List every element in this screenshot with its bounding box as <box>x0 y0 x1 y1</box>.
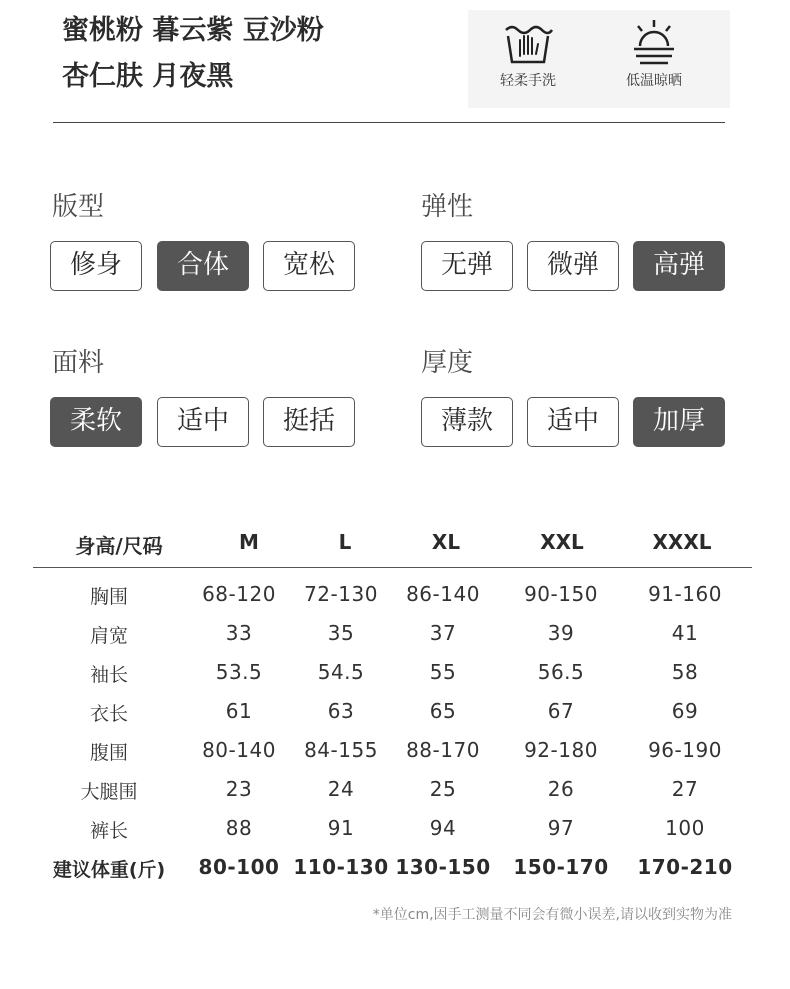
table-cell: 26 <box>547 777 575 801</box>
table-row-label: 肩宽 <box>89 625 128 647</box>
table-cell: 88-170 <box>406 738 480 762</box>
table-cell: 61 <box>225 699 253 723</box>
table-cell: 80-140 <box>202 738 276 762</box>
section-title-fabric: 面料 <box>52 348 105 378</box>
table-header-xl: XL <box>431 530 461 554</box>
option-thickness-thick: 加厚 <box>633 397 725 447</box>
table-cell: 91-160 <box>648 582 722 606</box>
color-options <box>62 8 324 100</box>
table-row-label: 腹围 <box>89 742 128 764</box>
table-cell: 97 <box>547 816 575 840</box>
option-elasticity-none: 无弹 <box>421 241 513 291</box>
table-cell: 80-100 <box>198 855 280 879</box>
care-instructions <box>468 10 730 108</box>
section-title-thickness: 厚度 <box>421 348 474 378</box>
table-cell: 54.5 <box>317 660 365 684</box>
table-header-xxxl: XXXL <box>652 530 712 554</box>
table-cell: 37 <box>429 621 457 645</box>
table-cell: 110-130 <box>293 855 389 879</box>
divider <box>53 122 725 123</box>
option-fit-loose: 宽松 <box>263 241 355 291</box>
section-title-elasticity: 弹性 <box>421 192 474 222</box>
table-cell: 23 <box>225 777 253 801</box>
table-cell: 58 <box>671 660 699 684</box>
table-cell: 56.5 <box>537 660 585 684</box>
table-cell: 88 <box>225 816 253 840</box>
table-cell: 130-150 <box>395 855 491 879</box>
care-hand-wash <box>468 18 588 90</box>
table-row-label: 衣长 <box>89 703 128 725</box>
table-header-m: M <box>239 530 259 554</box>
measurement-note: *单位cm,因手工测量不同会有微小误差,请以收到实物为准 <box>372 907 732 923</box>
table-header-xxl: XXL <box>540 530 584 554</box>
table-cell: 27 <box>671 777 699 801</box>
hand-wash-icon <box>500 18 556 68</box>
table-cell: 35 <box>327 621 355 645</box>
option-fit-slim: 修身 <box>50 241 142 291</box>
table-cell: 100 <box>665 816 705 840</box>
table-cell: 25 <box>429 777 457 801</box>
table-cell: 170-210 <box>637 855 733 879</box>
table-cell: 39 <box>547 621 575 645</box>
table-row-label: 胸围 <box>89 586 128 608</box>
table-cell: 86-140 <box>406 582 480 606</box>
table-row-label: 袖长 <box>89 664 128 686</box>
table-header-height-size: 身高/尺码 <box>75 534 163 558</box>
table-cell: 72-130 <box>304 582 378 606</box>
table-row-label: 裤长 <box>89 820 128 842</box>
option-fabric-medium: 适中 <box>157 397 249 447</box>
care-sun-dry <box>594 18 714 90</box>
table-cell: 69 <box>671 699 699 723</box>
table-cell: 92-180 <box>524 738 598 762</box>
table-divider <box>33 567 752 568</box>
option-thickness-medium: 适中 <box>527 397 619 447</box>
option-elasticity-high: 高弹 <box>633 241 725 291</box>
option-thickness-thin: 薄款 <box>421 397 513 447</box>
table-cell: 55 <box>429 660 457 684</box>
table-row-label: 建议体重(斤) <box>52 859 166 881</box>
table-cell: 96-190 <box>648 738 722 762</box>
table-cell: 150-170 <box>513 855 609 879</box>
table-cell: 90-150 <box>524 582 598 606</box>
table-cell: 91 <box>327 816 355 840</box>
table-cell: 53.5 <box>215 660 263 684</box>
table-cell: 41 <box>671 621 699 645</box>
care-label: 轻柔手洗 <box>500 73 556 89</box>
table-cell: 68-120 <box>202 582 276 606</box>
option-fabric-soft: 柔软 <box>50 397 142 447</box>
sun-dry-icon <box>626 18 682 68</box>
table-cell: 33 <box>225 621 253 645</box>
table-cell: 65 <box>429 699 457 723</box>
table-row-label: 大腿围 <box>80 781 138 803</box>
option-elasticity-slight: 微弹 <box>527 241 619 291</box>
option-fit-regular: 合体 <box>157 241 249 291</box>
care-label: 低温晾晒 <box>626 73 682 89</box>
table-cell: 24 <box>327 777 355 801</box>
table-cell: 67 <box>547 699 575 723</box>
table-cell: 94 <box>429 816 457 840</box>
section-title-fit: 版型 <box>52 192 105 222</box>
table-cell: 84-155 <box>304 738 378 762</box>
table-header-l: L <box>338 530 352 554</box>
table-cell: 63 <box>327 699 355 723</box>
color-line-2: 杏仁肤 月夜黑 <box>62 61 234 92</box>
color-line-1: 蜜桃粉 暮云紫 豆沙粉 <box>62 15 324 46</box>
option-fabric-stiff: 挺括 <box>263 397 355 447</box>
